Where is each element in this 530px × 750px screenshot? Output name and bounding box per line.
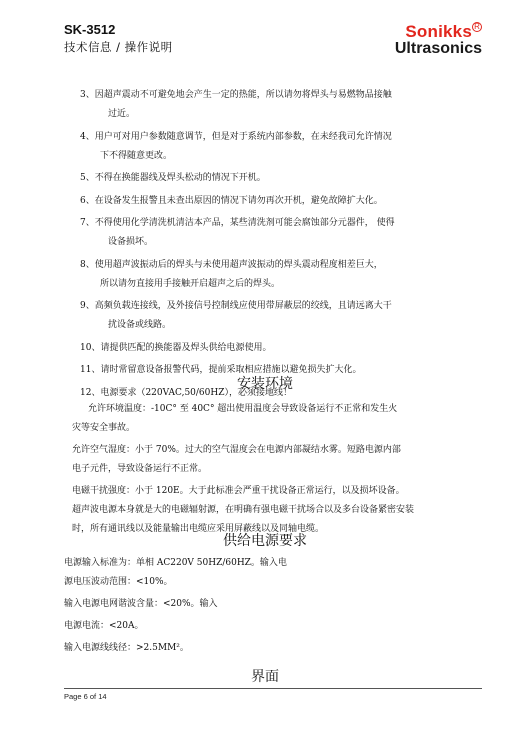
list-item: 12、电源要求（220VAC,50/60HZ），必须接地线！	[80, 387, 292, 398]
humidity-text: 允许空气湿度：小于 70%。过大的空气湿度会在电源内部凝结水雾。短路电源内部 电子元件，导致设备运行不正常。	[72, 445, 401, 474]
harmonic-text: 输入电源电网谐波含量：<20%。输入	[64, 599, 218, 609]
logo-brand-text: Sonikks	[405, 22, 472, 41]
model-number: SK-3512	[64, 22, 116, 37]
list-item: 6、在设备发生报警且未查出原因的情况下请勿再次开机，避免故障扩大化。	[80, 195, 383, 206]
company-logo	[372, 22, 482, 62]
input-standard-text: 电源输入标准为：单相 AC220V 50HZ/60HZ。输入电 源电压波动范围：<10%。	[64, 558, 287, 587]
registered-mark-icon: R	[472, 22, 482, 32]
section-title-power: 供给电源要求	[223, 533, 307, 549]
list-item: 3、因超声震动不可避免地会产生一定的热能，所以请勿将焊头与易燃物品接触 过近。	[80, 90, 392, 119]
section-title-interface: 界面	[251, 669, 279, 685]
temperature-text: 允许环境温度：-10C° 至 40C° 超出使用温度会导致设备运行不正常和发生火 灾等安全事故。	[72, 404, 398, 433]
footer-divider	[64, 688, 482, 689]
list-item: 9、高频负载连接线，及外接信号控制线应使用带屏蔽层的绞线，且请远离大干 扰设备或线路。	[80, 301, 392, 330]
list-item: 11、请时常留意设备报警代码，提前采取相应措施以避免损失扩大化。	[80, 365, 362, 375]
list-item: 5、不得在换能器线及焊头松动的情况下开机。	[80, 173, 266, 183]
list-item: 8、使用超声波振动后的焊头与未使用超声波振动的焊头震动程度相差巨大， 所以请勿直接用手接触开启超声之后的焊头。	[80, 259, 383, 289]
current-text: 电源电流：<20A。	[64, 621, 144, 631]
power-requirements-section	[64, 554, 464, 661]
list-item: 7、不得使用化学清洗机清洁本产品，某些清洗剂可能会腐蚀部分元器件， 使得 设备损坏。	[80, 218, 395, 247]
wire-gauge-text: 输入电源线线径：>2.5MM²。	[64, 643, 189, 653]
emi-text: 电磁干扰强度：小于 120E。大于此标准会严重干扰设备正常运行，以及损坏设备。 超声波电源本身就是大的电磁辐射源，在明确有强电磁干扰场合以及多台设备紧密安装 时，所有通讯线以及能量输出电缆应采用屏蔽线以及同轴电缆。	[72, 486, 415, 534]
list-item: 10、请提供匹配的换能器及焊头供给电源使用。	[80, 342, 272, 353]
section-title-environment: 安装环境	[237, 376, 293, 392]
list-item: 4、用户可对用户参数随意调节，但是对于系统内部参数，在未经我司允许情况 下不得随意更改。	[80, 131, 392, 161]
document-subtitle: 技术信息 / 操作说明	[64, 40, 173, 54]
safety-notes-list	[80, 86, 480, 406]
page-number: Page 6 of 14	[64, 692, 107, 701]
logo-subtext: Ultrasonics	[394, 40, 482, 57]
environment-section	[72, 400, 462, 542]
page-header	[64, 22, 482, 64]
